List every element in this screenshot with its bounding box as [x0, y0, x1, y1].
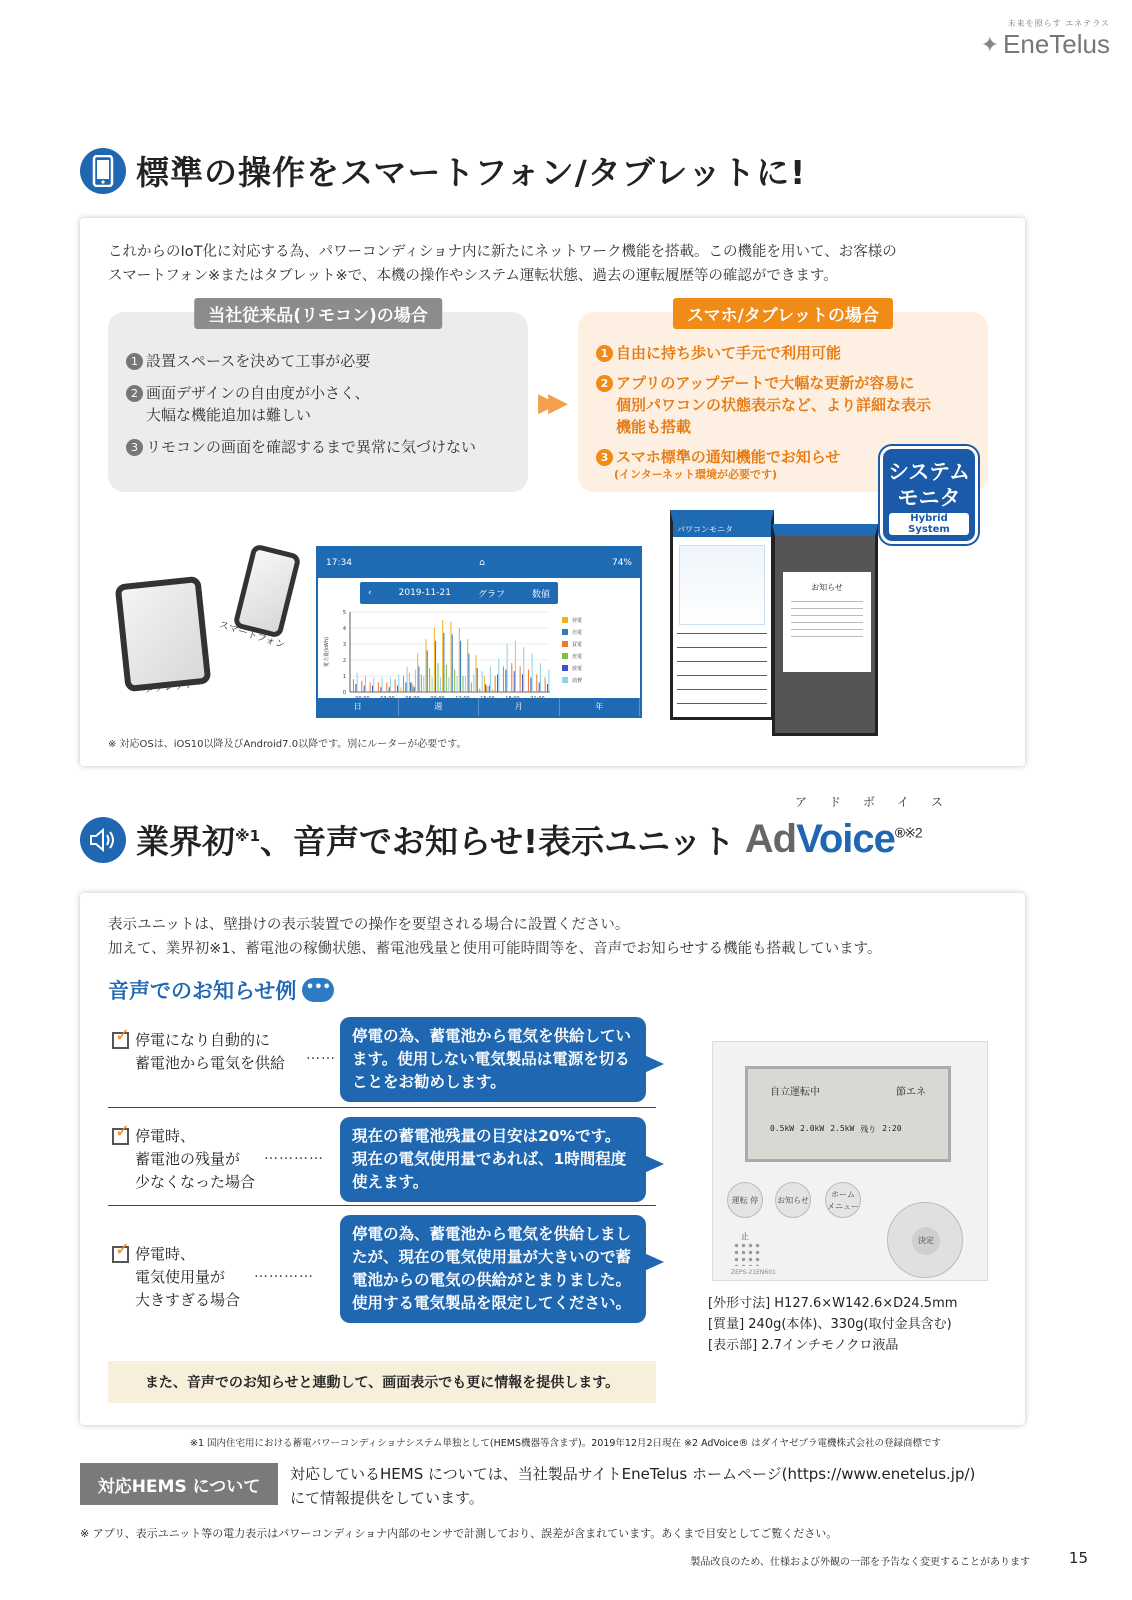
- chart-bar: [409, 673, 410, 692]
- display-unit-photo: [712, 1041, 988, 1281]
- voice-message: 停電の為、蓄電池から電気を供給しています。使用しない電気製品は電源を切ることをお勧めします。: [340, 1017, 646, 1102]
- popup-title: お知らせ: [811, 583, 843, 592]
- conventional-remote-panel: [108, 306, 528, 492]
- chart-bar: [415, 670, 416, 692]
- badge-line1: システム: [888, 460, 970, 484]
- example-condition: [112, 1125, 255, 1194]
- logo-brand-text: EneTelus: [1003, 29, 1110, 59]
- chart-bar: [410, 682, 411, 692]
- hems-line: 対応しているHEMS については、当社製品サイトEneTelus ホームページ(https://www.enetelus.jp/): [290, 1465, 976, 1483]
- list-item-text: 大幅な機能追加は難しい: [146, 406, 312, 424]
- divider: [108, 1107, 656, 1108]
- run-stop-button[interactable]: 運転 停止: [727, 1182, 763, 1218]
- popup-text: [791, 601, 863, 643]
- chart-bar: [523, 647, 524, 692]
- smartphone-icon: [80, 148, 126, 194]
- lcd-value: 0.5kW: [770, 1124, 795, 1133]
- voice-message: 現在の蓄電池残量の目安は20%です。現在の電気使用量であれば、1時間程度使えます。: [340, 1117, 646, 1202]
- enter-button[interactable]: 決定: [912, 1227, 940, 1255]
- speaker-icon: [80, 817, 126, 863]
- double-arrow-icon: ▶▶: [538, 388, 558, 418]
- tablet-illustration: [115, 576, 212, 692]
- chart-bar: [397, 686, 398, 692]
- prev-date-icon[interactable]: ‹: [368, 588, 372, 598]
- tab-graph[interactable]: グラフ: [477, 589, 505, 600]
- lcd-status: 自立運転中: [770, 1087, 820, 1098]
- checkbox-icon: [112, 1128, 129, 1145]
- chart-bar: [432, 678, 433, 692]
- chart-bar: [486, 686, 487, 692]
- chart-bar: [411, 682, 412, 692]
- legend-swatch: [562, 629, 568, 635]
- intro-line: スマートフォン※またはタブレット※で、本機の操作やシステム運転状態、過去の運転履歴等の確認ができます。: [108, 268, 838, 284]
- list-item-text: 設置スペースを決めて工事が必要: [146, 352, 371, 370]
- chart-bar: [423, 676, 424, 692]
- examples-title: 音声でのお知らせ例: [108, 979, 297, 1003]
- chart-bar: [540, 663, 541, 692]
- chart-bar: [407, 666, 408, 692]
- also-note: また、音声でのお知らせと連動して、画面表示でも更に情報を提供します。: [108, 1361, 656, 1403]
- list-item-text: リモコンの画面を確認するまで異常に気づけない: [146, 438, 477, 456]
- voice-unit-card: [80, 893, 1025, 1425]
- home-menu-button[interactable]: ホーム メニュー: [825, 1182, 861, 1218]
- list-item: [596, 394, 988, 416]
- chart-bar: [507, 644, 508, 692]
- chart-bar: [370, 682, 371, 692]
- chart-bar: [435, 641, 436, 692]
- chart-bar: [364, 686, 365, 692]
- chart-bar: [495, 676, 496, 692]
- enetelus-logo: [981, 18, 1110, 60]
- chart-bar: [386, 682, 387, 692]
- chart-bar: [479, 689, 480, 692]
- chart-bar: [511, 663, 512, 692]
- unit-specs: [708, 1293, 957, 1356]
- period-tabs: [318, 698, 640, 716]
- leader-dots: …………: [254, 1265, 314, 1281]
- list-item: [126, 436, 476, 458]
- chart-bar: [389, 687, 390, 692]
- chart-bar: [405, 682, 406, 692]
- notice-button[interactable]: お知らせ: [775, 1182, 811, 1218]
- chart-bar: [539, 682, 540, 692]
- phone-app-screen-monitor: [670, 510, 774, 720]
- page-number: 15: [1068, 1549, 1088, 1567]
- spec-line: [外形寸法] H127.6×W142.6×D24.5mm: [708, 1296, 958, 1311]
- example-row: [108, 1215, 656, 1345]
- spec-line: [表示部] 2.7インチモノクロ液晶: [708, 1338, 899, 1353]
- chart-bar: [530, 678, 531, 692]
- spec-change-note: 製品改良のため、仕様および外観の一部を予告なく変更することがあります: [690, 1557, 1030, 1568]
- os-footnote: ※ 対応OSは、iOS10以降及びAndroid7.0以降です。別にルーターが必要です。: [108, 739, 467, 750]
- chart-bar: [434, 628, 435, 692]
- title-sup: ※1: [235, 827, 261, 845]
- accuracy-footnote: ※ アプリ、表示ユニット等の電力表示はパワーコンディショナ内部のセンサで計測しており、誤差が含まれています。あくまで目安としてご覧ください。: [80, 1527, 838, 1540]
- examples-heading: [108, 975, 334, 1005]
- chart-bar: [414, 687, 415, 692]
- chart-bar: [457, 676, 458, 692]
- y-tick-label: 2: [342, 658, 346, 664]
- condition-line: 停電時、: [135, 1245, 196, 1263]
- smartphone-feature-card: [80, 218, 1025, 766]
- section2-intro: [108, 913, 882, 961]
- number-badge: 1: [126, 353, 143, 370]
- legend-label: 買電: [572, 642, 583, 648]
- number-badge: 3: [126, 439, 143, 456]
- chart-bar: [547, 684, 548, 692]
- speaker-grille: [733, 1242, 761, 1266]
- lcd-mode: 節エネ: [896, 1087, 926, 1098]
- chart-bar: [476, 655, 477, 692]
- app-title: パワコンモニタ: [673, 522, 771, 537]
- divider: [108, 1205, 656, 1206]
- chart-bar: [443, 633, 444, 692]
- chart-bar: [403, 676, 404, 692]
- chart-bar: [467, 639, 468, 692]
- section2-heading: [80, 816, 922, 863]
- tab-month[interactable]: 月: [479, 698, 560, 716]
- chart-bar: [463, 676, 464, 692]
- smartphone-label: スマートフォン: [217, 619, 287, 652]
- number-badge: 2: [596, 375, 613, 392]
- legend-label: 消費: [572, 678, 583, 684]
- chart-bar: [365, 676, 366, 692]
- chart-bar: [514, 671, 515, 692]
- chart-bar: [421, 674, 422, 692]
- section1-title: 標準の操作をスマートフォン/タブレットに!: [136, 153, 807, 192]
- chart-bar: [373, 678, 374, 692]
- y-tick-label: 4: [342, 626, 346, 632]
- chart-bar: [380, 687, 381, 692]
- number-badge: 1: [596, 345, 613, 362]
- chat-bubble-icon: •••: [302, 978, 334, 1002]
- legend-label: 売電: [572, 630, 583, 636]
- legend-label: 充電: [572, 654, 583, 660]
- chart-bar: [532, 654, 533, 692]
- number-badge: 3: [596, 449, 613, 466]
- chart-bar: [545, 678, 546, 692]
- chart-bar: [505, 670, 506, 692]
- conventional-points-list: [126, 350, 476, 468]
- tablet-label: タブレット: [143, 679, 195, 696]
- chart-bar: [471, 682, 472, 692]
- chart-bar: [440, 678, 441, 692]
- list-item: [596, 416, 988, 438]
- energy-bar-chart: [318, 606, 640, 712]
- chart-bar: [417, 654, 418, 692]
- chart-bar: [490, 666, 491, 692]
- legend-swatch: [562, 641, 568, 647]
- chart-bar: [484, 676, 485, 692]
- chart-bar: [536, 674, 537, 692]
- chart-bar: [353, 679, 354, 692]
- tab-week[interactable]: 週: [399, 698, 480, 716]
- lcd-value: 2.0kW: [800, 1124, 825, 1133]
- chart-bar: [497, 674, 498, 692]
- advoice-note: ※2: [904, 824, 922, 841]
- date-bar: [360, 582, 558, 604]
- direction-pad[interactable]: [887, 1202, 963, 1278]
- chart-bar: [382, 678, 383, 692]
- checkbox-icon: [112, 1246, 129, 1263]
- intro-line: 表示ユニットは、壁掛けの表示装置での操作を要望される場合に設置ください。: [108, 917, 630, 933]
- tab-day[interactable]: 日: [318, 698, 399, 716]
- number-badge: 2: [126, 385, 143, 402]
- chart-bar: [357, 673, 358, 692]
- logo-star-icon: ✦: [980, 31, 1000, 57]
- chart-bar: [446, 665, 447, 692]
- chart-bar: [515, 641, 516, 692]
- checkbox-icon: [112, 1032, 129, 1049]
- advoice-reg: ®: [894, 824, 905, 841]
- list-item-text: 自由に持ち歩いて手元で利用可能: [616, 344, 842, 362]
- y-tick-label: 3: [342, 642, 346, 648]
- lcd-values: [770, 1124, 926, 1135]
- list-item-text: 画面デザインの自由度が小さく、: [146, 384, 370, 402]
- screen-status-bar: [318, 548, 640, 578]
- condition-line: 電気使用量が: [135, 1268, 226, 1286]
- y-tick-label: 0: [342, 690, 346, 696]
- lcd-header: [770, 1083, 926, 1098]
- chart-bar: [468, 654, 469, 692]
- legend-swatch: [562, 617, 568, 623]
- chart-bar: [454, 670, 455, 692]
- advoice-ruby: アドボイス: [795, 795, 965, 809]
- panel-label: スマホ/タブレットの場合: [673, 298, 893, 329]
- intro-line: これからのIoT化に対応する為、パワーコンディショナ内に新たにネットワーク機能を搭載。この機能を用いて、お客様の: [108, 244, 897, 260]
- intro-line: 加えて、業界初※1、蓄電池の稼働状態、蓄電池残量と使用可能時間等を、音声でお知らせする機能も搭載しています。: [108, 941, 882, 957]
- screen-date: 2019-11-21: [398, 588, 451, 598]
- chart-bar: [395, 679, 396, 692]
- legend-label: 発電: [572, 618, 583, 624]
- chart-bar: [522, 674, 523, 692]
- y-tick-label: 5: [342, 610, 346, 616]
- list-item-text: アプリのアップデートで大幅な更新が容易に: [616, 374, 915, 392]
- chart-bar: [355, 684, 356, 692]
- lcd-remaining-label: 残り: [860, 1125, 877, 1134]
- chart-bar: [418, 666, 419, 692]
- chart-bar: [361, 681, 362, 692]
- list-item-text: 機能も搭載: [616, 418, 692, 436]
- chart-bar: [548, 670, 549, 692]
- condition-line: 少なくなった場合: [135, 1173, 256, 1191]
- example-condition: [112, 1029, 285, 1075]
- list-item: [596, 342, 988, 364]
- legend-swatch: [562, 653, 568, 659]
- example-row: [108, 1117, 656, 1197]
- condition-line: 停電になり自動的に: [135, 1031, 271, 1049]
- title-part: 、音声でお知らせ!表示ユニット: [260, 822, 735, 861]
- section2-title: [136, 816, 735, 863]
- advoice-v: V: [796, 817, 819, 861]
- list-item: [596, 372, 988, 394]
- unit-model: ZEPS-21EN601: [731, 1269, 776, 1276]
- chart-bar: [427, 650, 428, 692]
- chart-bar: [372, 686, 373, 692]
- chart-bar: [460, 641, 461, 692]
- chart-bar: [390, 678, 391, 692]
- chart-bar: [429, 668, 430, 692]
- tab-value[interactable]: 数値: [531, 589, 550, 600]
- lcd-remaining: 2:20: [882, 1124, 902, 1133]
- badge-line2: モニタ: [897, 486, 961, 510]
- chart-bar: [520, 666, 521, 692]
- panel-label: 当社従来品(リモコン)の場合: [194, 298, 442, 329]
- hems-text: [290, 1462, 975, 1510]
- y-tick-label: 1: [342, 674, 346, 680]
- chart-bar: [482, 671, 483, 692]
- screen-battery: 74%: [611, 558, 632, 568]
- chart-bar: [485, 684, 486, 692]
- voice-message: 停電の為、蓄電池から電気を供給しましたが、現在の電気使用量が大きいので蓄電池からの電気の供給がとまりました。使用する電気製品を限定してください。: [340, 1215, 646, 1323]
- chart-bar: [465, 676, 466, 692]
- chart-bar: [378, 682, 379, 692]
- home-icon[interactable]: ⌂: [479, 558, 485, 568]
- condition-line: 停電時、: [135, 1127, 196, 1145]
- chart-bar: [492, 689, 493, 692]
- hems-label: 対応HEMS について: [80, 1463, 278, 1505]
- advoice-logo: [745, 817, 922, 862]
- internet-note: (インターネット環境が必要です): [614, 468, 778, 481]
- advoice-oice: oice: [818, 817, 895, 861]
- condition-line: 大きすぎる場合: [135, 1291, 241, 1309]
- leader-dots: ……: [306, 1047, 336, 1063]
- condition-line: 蓄電池の残量が: [135, 1150, 241, 1168]
- list-item: [126, 404, 476, 426]
- advoice-ad: Ad: [744, 817, 797, 861]
- screen-time: 17:34: [326, 558, 352, 568]
- condition-line: 蓄電池から電気を供給: [135, 1054, 286, 1072]
- chart-bar: [498, 658, 499, 692]
- chart-bar: [452, 634, 453, 692]
- list-item-text: 個別パワコンの状態表示など、より詳細な表示: [616, 396, 932, 414]
- example-condition: [112, 1243, 240, 1312]
- spec-line: [質量] 240g(本体)、330g(取付金具含む): [708, 1317, 952, 1332]
- title-part: 業界初: [136, 822, 235, 861]
- logo-brand: [981, 29, 1110, 60]
- list-item: [126, 382, 476, 404]
- chart-bar: [426, 639, 427, 692]
- notice-popup: [783, 572, 871, 672]
- legend-swatch: [562, 677, 568, 683]
- chart-bar: [451, 622, 452, 692]
- phone-app-screen-notice: [772, 524, 878, 736]
- chart-bar: [401, 687, 402, 692]
- tablet-app-screen: [316, 546, 642, 718]
- app-list: [677, 633, 767, 713]
- legend-label: 放電: [572, 666, 583, 672]
- chart-bar: [398, 674, 399, 692]
- chart-bar: [473, 674, 474, 692]
- app-flow-diagram: [679, 545, 765, 625]
- list-item: [126, 350, 476, 372]
- example-row: [108, 1017, 656, 1097]
- y-axis-label: 電力量(kWh): [324, 637, 330, 667]
- section1-intro: [108, 240, 897, 288]
- trademark-footnote: ※1 国内住宅用における蓄電パワーコンディショナシステム単独として(HEMS機器等含まず)。2019年12月2日現在 ※2 AdVoice® はダイヤゼブラ電機株式会社の登録商標です: [190, 1438, 942, 1449]
- chart-bar: [489, 686, 490, 692]
- section1-heading: [80, 147, 806, 194]
- hems-line: にて情報提供をしています。: [290, 1489, 484, 1507]
- list-item-text: スマホ標準の通知機能でお知らせ: [616, 448, 841, 466]
- badge-sub: Hybrid System: [889, 513, 969, 535]
- chart-bar: [438, 663, 439, 692]
- chart-bar: [448, 678, 449, 692]
- system-monitor-badge: [880, 446, 978, 544]
- legend-swatch: [562, 665, 568, 671]
- lcd-value: 2.5kW: [830, 1124, 855, 1133]
- leader-dots: …………: [264, 1147, 324, 1163]
- logo-tagline: 未来を照らす エネテラス: [1007, 19, 1110, 28]
- unit-lcd: [745, 1066, 951, 1162]
- chart-bar: [528, 670, 529, 692]
- chart-bar: [477, 668, 478, 692]
- chart-bar: [459, 628, 460, 692]
- chart-bar: [503, 666, 504, 692]
- chart-bar: [442, 620, 443, 692]
- chart-bar: [413, 686, 414, 692]
- tab-year[interactable]: 年: [560, 698, 641, 716]
